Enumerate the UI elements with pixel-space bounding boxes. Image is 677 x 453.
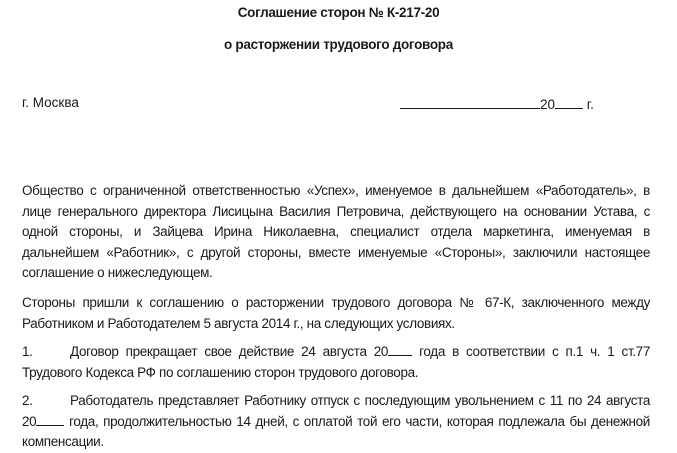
- clause-text-end: года, продолжительностью 14 дней, с оплатой той его части, которая подлежала бы денежной компенсации.: [22, 413, 650, 449]
- date-year-blank: [555, 95, 583, 109]
- date-suffix: г.: [586, 97, 594, 112]
- document-title: Соглашение сторон № К-217-20: [237, 5, 440, 20]
- clause-text-start: Работодатель представляет Работнику отпуск с последующим увольнением с 11 по 24 августа 20: [22, 393, 650, 429]
- clause-number: 2.: [22, 393, 33, 408]
- clause-text-start: Договор прекращает свое действие 24 августа 20: [70, 344, 389, 359]
- clause-1: [22, 342, 650, 383]
- agreement-intro-paragraph: Стороны пришли к соглашению о расторжении трудового договора № 67-К, заключенного между Работником и Работодателем 5 августа 2014 г., на следующих условиях.: [22, 295, 650, 331]
- year-blank: [36, 412, 64, 426]
- document-subtitle: о расторжении трудового договора: [224, 37, 453, 52]
- clause-number: 1.: [22, 344, 33, 359]
- date-day-month-blank: [400, 95, 540, 109]
- clause-2: [22, 391, 650, 453]
- date-line: [400, 95, 594, 112]
- clause-text-end: года в соответствии с п.1 ч. 1 ст.77 Трудового Кодекса РФ по соглашению сторон трудового договора.: [22, 344, 650, 380]
- year-blank: [388, 342, 412, 356]
- date-year-prefix: 20: [540, 97, 556, 112]
- city: г. Москва: [22, 95, 79, 110]
- preamble-paragraph: Общество с ограниченной ответственностью «Успех», именуемое в дальнейшем «Работодатель», в лице генерального директора Лисицына Василия Петровича, действующего на основании Устава, с одной стороны, и Зайцева Ирина Николаевна, специалист отдела маркетинга, именуемая в дальнейшем «Работник», с другой стороны, вместе именуемые «Стороны», заключили настоящее соглашение о нижеследующем.: [22, 183, 650, 280]
